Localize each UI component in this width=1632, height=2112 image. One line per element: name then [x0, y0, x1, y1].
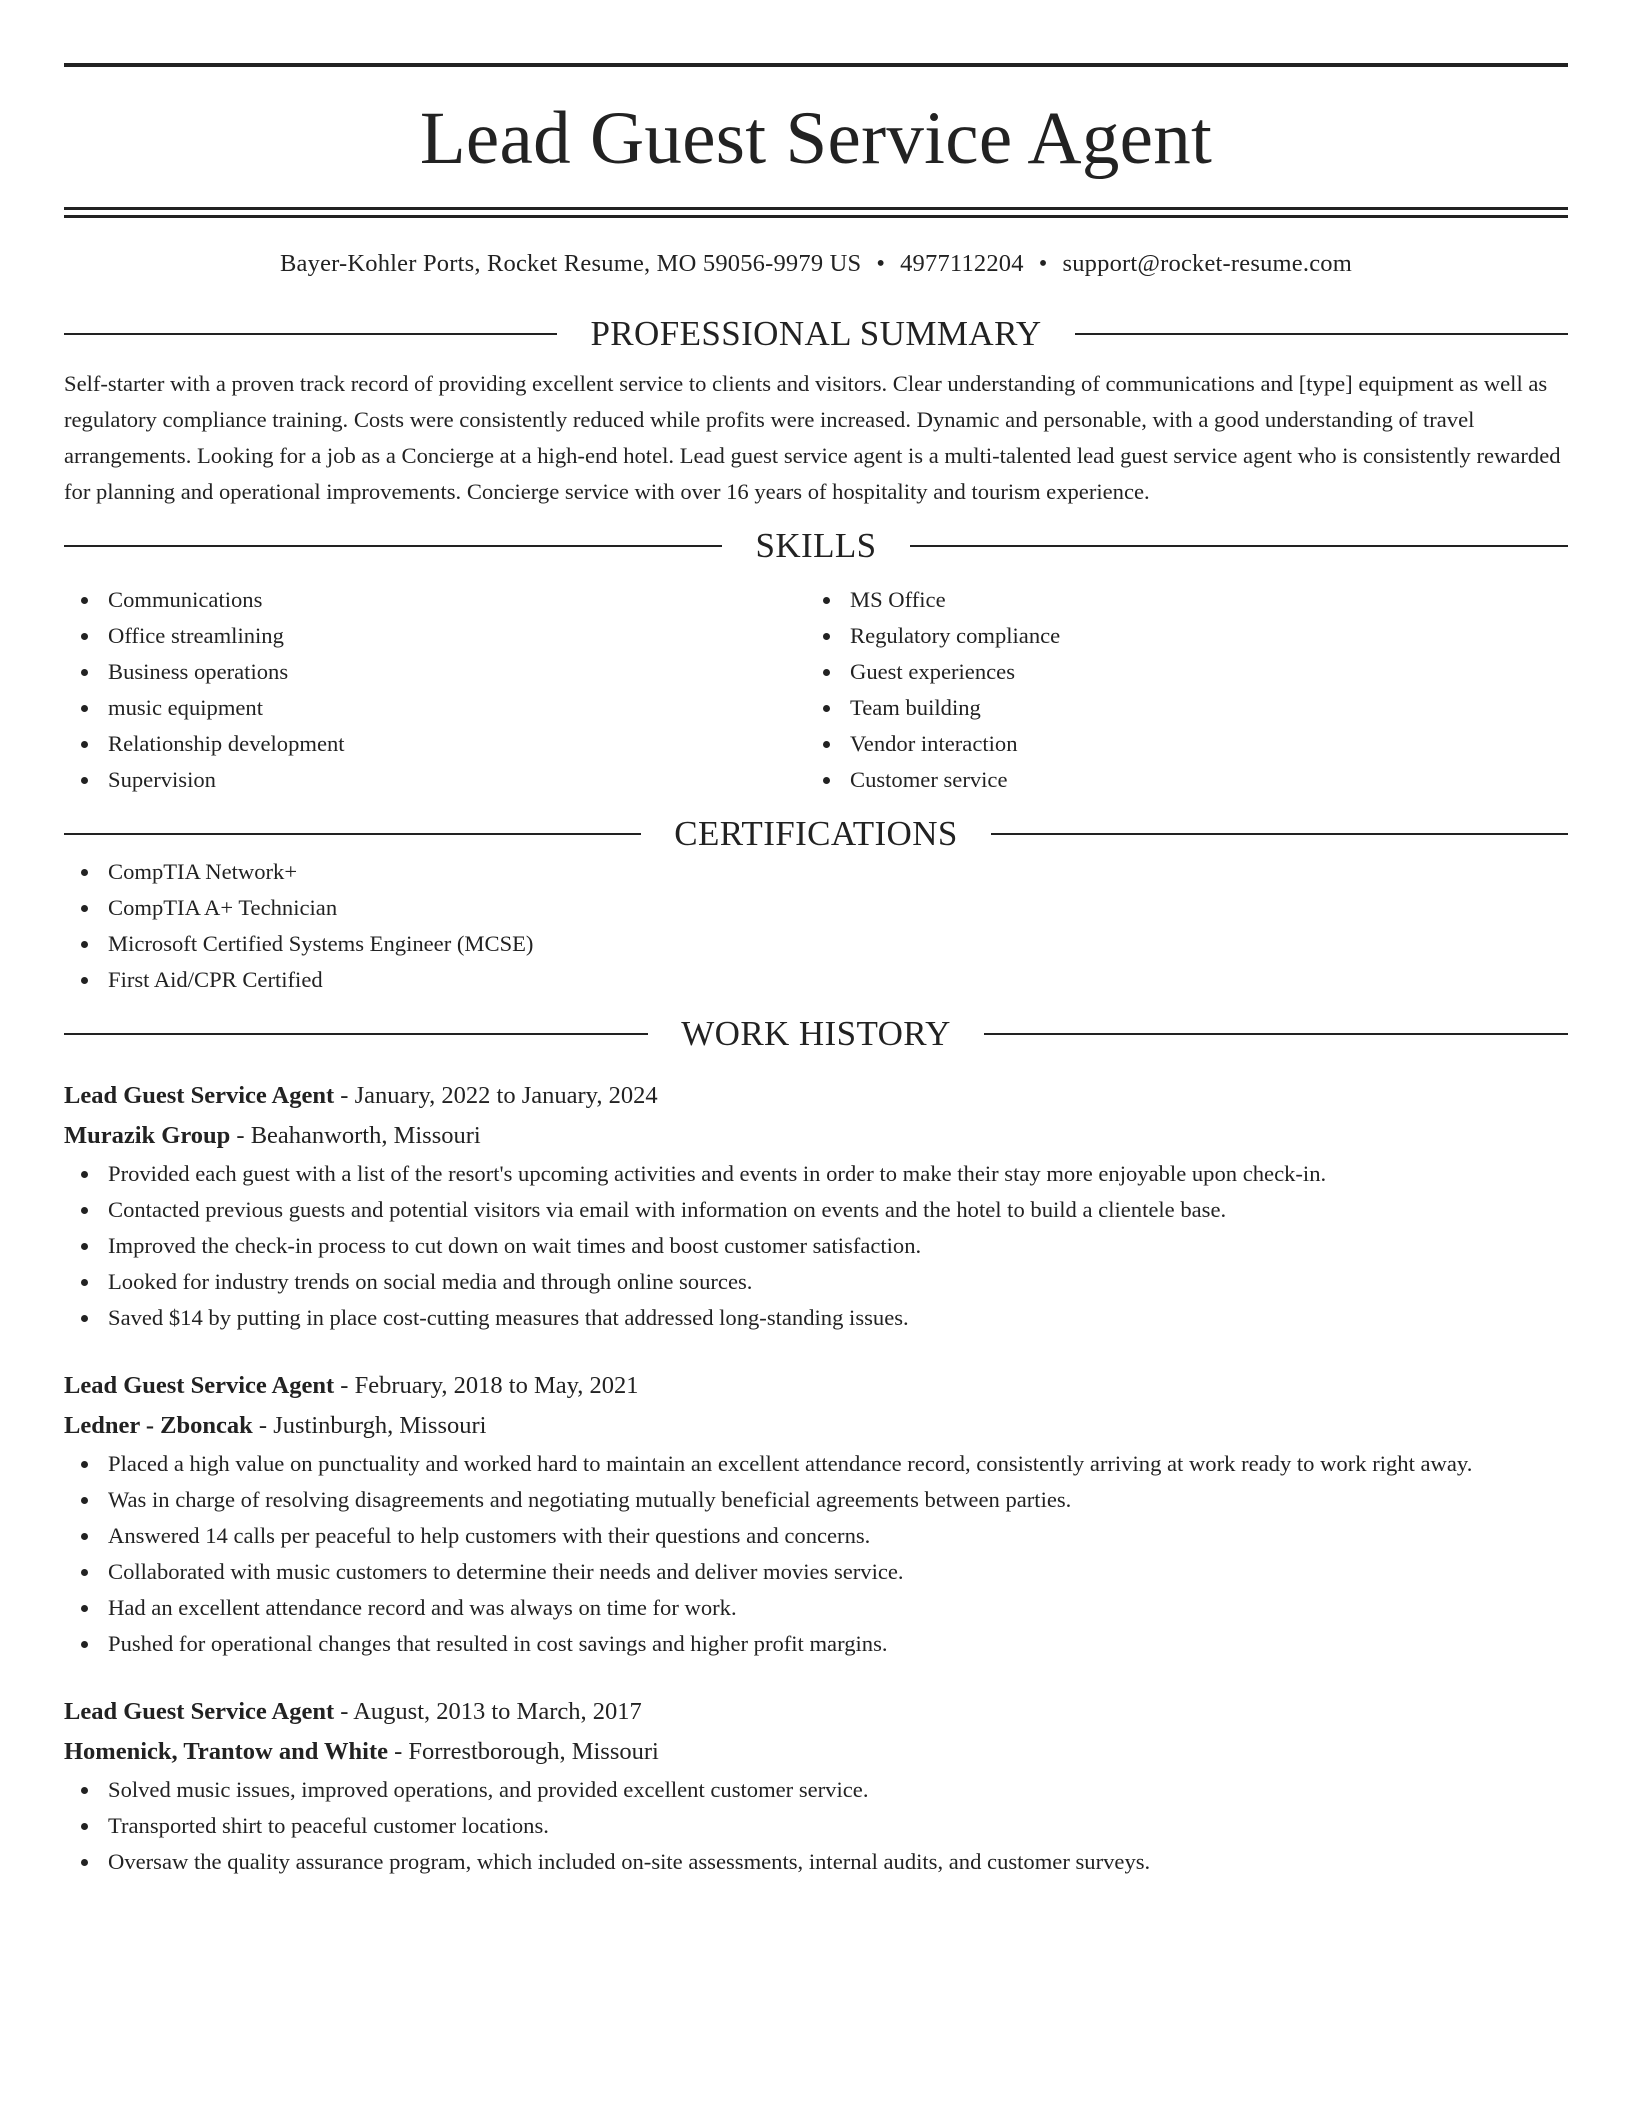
job-duty: Pushed for operational changes that resulted in cost savings and higher profit margins. — [64, 1626, 1568, 1662]
job-duty: Had an excellent attendance record and was always on time for work. — [64, 1590, 1568, 1626]
skill-item: music equipment — [64, 690, 806, 726]
job-duties-list — [64, 1156, 1568, 1336]
section-divider-left — [64, 833, 641, 835]
job-title-line — [64, 1076, 1568, 1116]
skill-item: MS Office — [806, 582, 1548, 618]
section-divider-left — [64, 545, 722, 547]
job-location: - Justinburgh, Missouri — [258, 1412, 487, 1439]
skill-item: Relationship development — [64, 726, 806, 762]
job-duty: Was in charge of resolving disagreements and negotiating mutually beneficial agreements between parties. — [64, 1482, 1568, 1518]
job-company-line — [64, 1406, 1568, 1446]
work-history-heading-label: WORK HISTORY — [681, 1014, 951, 1053]
job-duty: Improved the check-in process to cut down on wait times and boost customer satisfaction. — [64, 1228, 1568, 1264]
job-duty: Collaborated with music customers to determine their needs and deliver movies service. — [64, 1554, 1568, 1590]
job-duty: Oversaw the quality assurance program, which included on-site assessments, internal audits, and customer surveys. — [64, 1844, 1568, 1880]
certifications-heading-label: CERTIFICATIONS — [674, 814, 958, 853]
resume-title: Lead Guest Service Agent — [419, 97, 1213, 180]
job-location: - Beahanworth, Missouri — [236, 1122, 481, 1149]
summary-text: Self-starter with a proven track record of providing excellent service to clients and visitors. Clear understanding of communications and [type] equipment as well as regulatory compliance training. Costs were consistently reduced while profits were increased. Dynamic and personable, with a good understanding of travel arrangements. Looking for a job as a Concierge at a high-end hotel. Lead guest service agent is a multi-talented lead guest service agent who is consistently rewarded for planning and operational improvements. Concierge service with over 16 years of hospitality and tourism experience. — [64, 371, 1561, 504]
contact-address: Bayer-Kohler Ports, Rocket Resume, MO 59056-9979 US — [280, 250, 862, 277]
skills-heading-label: SKILLS — [755, 526, 877, 565]
skills-section-heading — [64, 526, 1568, 566]
job-location: - Forrestborough, Missouri — [394, 1738, 659, 1765]
header-double-rule — [64, 207, 1568, 218]
skills-list-left — [64, 582, 806, 798]
section-divider-right — [1075, 333, 1568, 335]
section-divider-right — [991, 833, 1568, 835]
skill-item: Supervision — [64, 762, 806, 798]
skill-item: Office streamlining — [64, 618, 806, 654]
certification-item: First Aid/CPR Certified — [64, 962, 1568, 998]
summary-heading-label: PROFESSIONAL SUMMARY — [590, 314, 1042, 353]
job-dates: - January, 2022 to January, 2024 — [340, 1082, 658, 1109]
job-title-line — [64, 1366, 1568, 1406]
job-duties-list — [64, 1772, 1568, 1880]
job-duty: Saved $14 by putting in place cost-cutting measures that addressed long-standing issues. — [64, 1300, 1568, 1336]
job-company: Homenick, Trantow and White — [64, 1738, 388, 1765]
job-duty: Contacted previous guests and potential visitors via email with information on events and the hotel to build a clientele base. — [64, 1192, 1568, 1228]
job-company-line — [64, 1732, 1568, 1772]
skill-item: Communications — [64, 582, 806, 618]
contact-email: support@rocket-resume.com — [1062, 250, 1352, 277]
section-divider-right — [910, 545, 1568, 547]
job-dates: - August, 2013 to March, 2017 — [340, 1698, 642, 1725]
job-title: Lead Guest Service Agent — [64, 1698, 335, 1725]
certifications-list — [64, 854, 1568, 998]
section-divider-left — [64, 333, 557, 335]
certification-item: CompTIA A+ Technician — [64, 890, 1568, 926]
job-title: Lead Guest Service Agent — [64, 1372, 335, 1399]
skill-item: Business operations — [64, 654, 806, 690]
contact-separator: • — [876, 250, 886, 277]
contact-separator: • — [1038, 250, 1048, 277]
job-duty: Provided each guest with a list of the resort's upcoming activities and events in order to make their stay more enjoyable upon check-in. — [64, 1156, 1568, 1192]
header-top-rule — [64, 63, 1568, 67]
certifications-section-heading — [64, 814, 1568, 854]
job-company: Murazik Group — [64, 1122, 231, 1149]
section-divider-left — [64, 1033, 648, 1035]
job-duty: Solved music issues, improved operations, and provided excellent customer service. — [64, 1772, 1568, 1808]
job-company: Ledner - Zboncak — [64, 1412, 253, 1439]
skill-item: Customer service — [806, 762, 1548, 798]
skill-item: Vendor interaction — [806, 726, 1548, 762]
job-duties-list — [64, 1446, 1568, 1662]
job-title-line — [64, 1692, 1568, 1732]
resume-page — [64, 0, 1568, 1880]
work-history-section-heading — [64, 1014, 1568, 1054]
job-company-line — [64, 1116, 1568, 1156]
job-duty: Answered 14 calls per peaceful to help customers with their questions and concerns. — [64, 1518, 1568, 1554]
skill-item: Guest experiences — [806, 654, 1548, 690]
skill-item: Regulatory compliance — [806, 618, 1548, 654]
job-dates: - February, 2018 to May, 2021 — [340, 1372, 639, 1399]
skill-item: Team building — [806, 690, 1548, 726]
contact-phone: 4977112204 — [900, 250, 1024, 277]
job-duty: Placed a high value on punctuality and worked hard to maintain an excellent attendance record, consistently arriving at work ready to work right away. — [64, 1446, 1568, 1482]
certification-item: CompTIA Network+ — [64, 854, 1568, 890]
contact-line — [64, 248, 1568, 280]
section-divider-right — [984, 1033, 1568, 1035]
job-duty: Transported shirt to peaceful customer locations. — [64, 1808, 1568, 1844]
job-title: Lead Guest Service Agent — [64, 1082, 335, 1109]
skills-list-right — [806, 582, 1548, 798]
job-duty: Looked for industry trends on social media and through online sources. — [64, 1264, 1568, 1300]
certification-item: Microsoft Certified Systems Engineer (MCSE) — [64, 926, 1568, 962]
skills-grid — [64, 582, 1568, 798]
summary-section-heading — [64, 314, 1568, 354]
